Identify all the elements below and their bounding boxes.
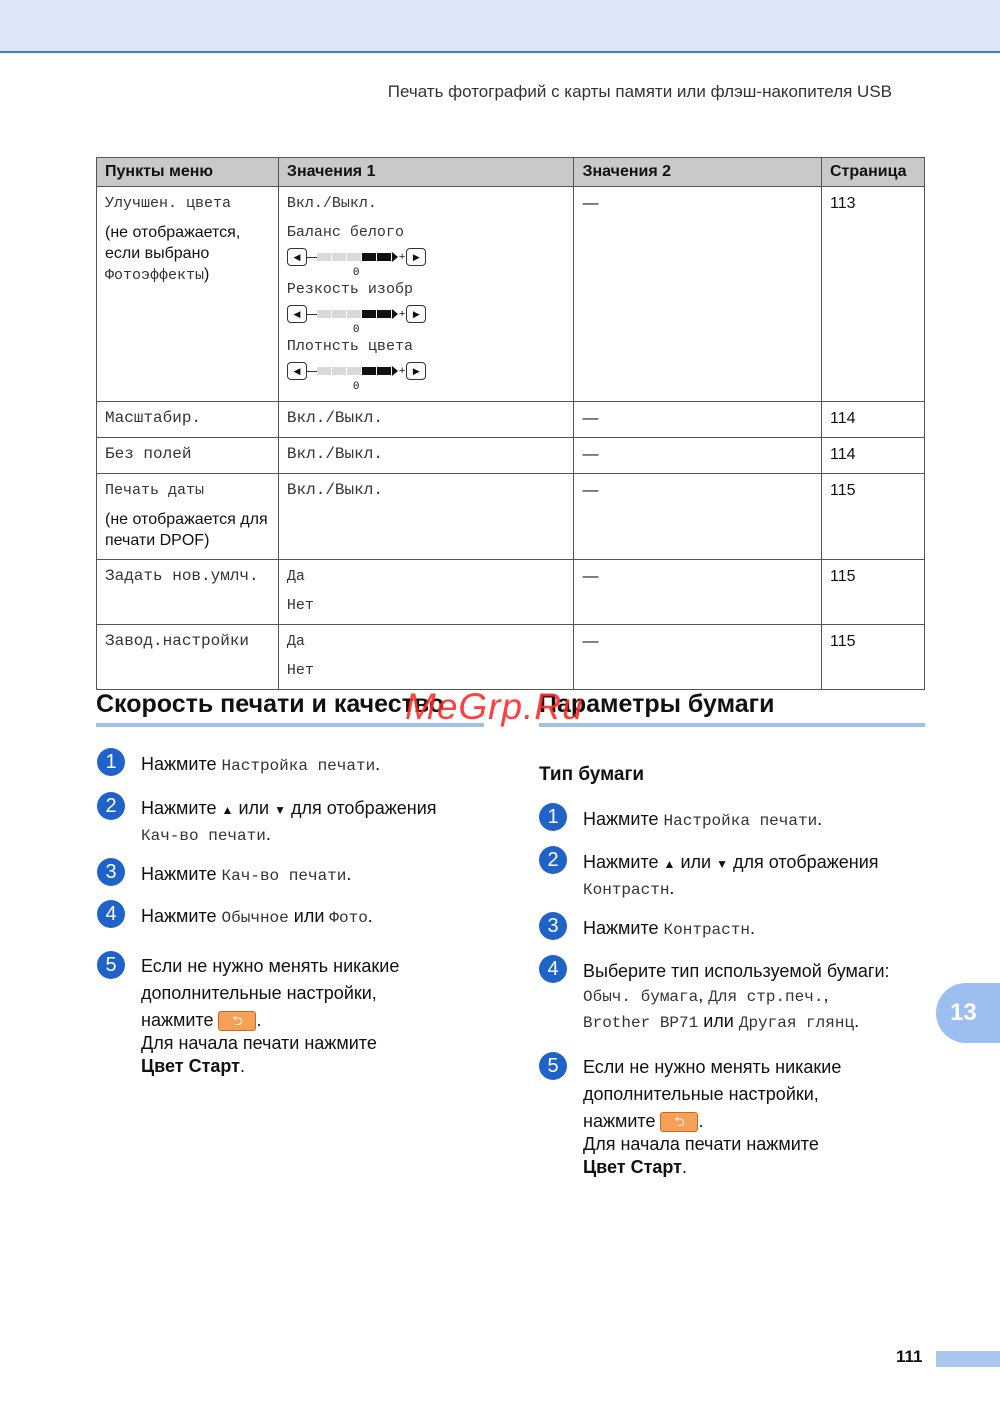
table-row xyxy=(97,187,925,402)
left-arrow-icon: ◀ xyxy=(287,248,307,266)
values1-cell xyxy=(278,560,574,625)
column-header: Значения 2 xyxy=(574,158,822,187)
table-row xyxy=(97,560,925,625)
table-header-row xyxy=(97,158,925,187)
section-title-print-quality: Скорость печати и качество xyxy=(96,690,445,718)
white-balance-slider: ◀ + ▶ xyxy=(287,247,566,267)
left-arrow-icon: ◀ xyxy=(287,305,307,323)
menu-item-cell: Завод.настройки xyxy=(97,625,279,690)
step-text: Нажмите ▲ или ▼ для отображения Кач-во печати. xyxy=(141,798,437,845)
page-number-bar xyxy=(936,1351,1000,1367)
menu-item-cell xyxy=(97,187,279,402)
slider-zero: 0 xyxy=(352,381,360,393)
value-option: Вкл./Выкл. xyxy=(286,195,377,212)
step-number: 1 xyxy=(539,803,567,831)
values1-cell: Вкл./Выкл. xyxy=(278,438,574,474)
table-row xyxy=(97,402,925,438)
left-arrow-icon: ◀ xyxy=(287,362,307,380)
menu-item-cell xyxy=(97,474,279,560)
subsection-title-paper-type: Тип бумаги xyxy=(539,764,645,785)
back-button-icon: ⮌ xyxy=(218,1011,256,1031)
menu-item-cell: Масштабир. xyxy=(97,402,279,438)
value-option: Да xyxy=(286,633,305,650)
slider-label: Баланс белого xyxy=(286,224,404,241)
page-number: 111 xyxy=(896,1347,923,1366)
value-option: Да xyxy=(286,568,305,585)
page-cell: 115 xyxy=(822,474,925,560)
back-button-icon: ⮌ xyxy=(660,1112,698,1132)
up-arrow-icon: ▲ xyxy=(663,857,676,871)
column-header: Значения 1 xyxy=(278,158,574,187)
section-title-paper-settings: Параметры бумаги xyxy=(539,690,775,718)
step-number: 3 xyxy=(539,912,567,940)
values2-cell: — xyxy=(574,187,822,402)
down-arrow-icon: ▼ xyxy=(716,857,728,871)
running-header: Печать фотографий с карты памяти или флэш-накопителя USB xyxy=(387,82,892,101)
values1-cell xyxy=(278,625,574,690)
table-row xyxy=(97,474,925,560)
values2-cell: — xyxy=(574,438,822,474)
right-arrow-icon: ▶ xyxy=(406,248,426,266)
settings-table xyxy=(96,157,925,690)
sharpness-slider: ◀ + ▶ xyxy=(287,304,566,324)
right-arrow-icon: ▶ xyxy=(406,305,426,323)
menu-item-cell: Задать нов.умлч. xyxy=(97,560,279,625)
page-cell: 114 xyxy=(822,402,925,438)
step-number: 5 xyxy=(97,951,125,979)
watermark: MeGrp.Ru xyxy=(405,686,584,727)
menu-item-note: (не отображается для печати DPOF) xyxy=(105,511,268,549)
step-number: 4 xyxy=(97,900,125,928)
step-text: Выберите тип используемой бумаги: Обыч. бумага, Для стр.печ., Brother BP71 или Другая глянц. xyxy=(583,961,890,1032)
page-cell: 113 xyxy=(822,187,925,402)
values1-cell xyxy=(278,187,574,402)
values1-cell: Вкл./Выкл. xyxy=(278,402,574,438)
step-text: Нажмите Обычное или Фото. xyxy=(141,906,373,927)
top-band xyxy=(0,0,1000,53)
color-density-slider: ◀ + ▶ xyxy=(287,361,566,381)
value-option: Нет xyxy=(286,662,314,679)
down-arrow-icon: ▼ xyxy=(274,803,286,817)
step-number: 2 xyxy=(97,792,125,820)
slider-label: Плотнсть цвета xyxy=(286,338,413,355)
slider-zero: 0 xyxy=(352,324,360,336)
step-number: 2 xyxy=(539,846,567,874)
step-number: 5 xyxy=(539,1052,567,1080)
table-row xyxy=(97,438,925,474)
step-text: Нажмите Кач-во печати. xyxy=(141,864,352,885)
page-cell: 114 xyxy=(822,438,925,474)
step-text: Нажмите Контрастн. xyxy=(583,918,755,939)
slider-label: Резкость изобр xyxy=(286,281,413,298)
values2-cell: — xyxy=(574,625,822,690)
step-text: Нажмите Настройка печати. xyxy=(583,809,823,830)
menu-item-label: Печать даты xyxy=(105,482,205,499)
values2-cell: — xyxy=(574,474,822,560)
menu-item-label: Улучшен. цвета xyxy=(105,195,232,212)
step-text: Если не нужно менять никакие дополнительные настройки, нажмите ⮌ . Для начала печати нажмите Цвет Старт. xyxy=(583,1057,842,1177)
section-underline xyxy=(539,723,925,727)
values1-cell: Вкл./Выкл. xyxy=(278,474,574,560)
menu-item-note: (не отображается, если выбрано Фотоэффекты) xyxy=(105,224,241,284)
values2-cell: — xyxy=(574,402,822,438)
right-arrow-icon: ▶ xyxy=(406,362,426,380)
value-option: Нет xyxy=(286,597,314,614)
step-number: 3 xyxy=(97,858,125,886)
slider-zero: 0 xyxy=(352,267,360,279)
column-header: Страница xyxy=(822,158,925,187)
step-text: Если не нужно менять никакие дополнительные настройки, нажмите ⮌ . Для начала печати нажмите Цвет Старт. xyxy=(141,956,400,1076)
page-cell: 115 xyxy=(822,560,925,625)
table-row xyxy=(97,625,925,690)
values2-cell: — xyxy=(574,560,822,625)
column-header: Пункты меню xyxy=(97,158,279,187)
step-number: 1 xyxy=(97,748,125,776)
step-text: Нажмите Настройка печати. xyxy=(141,754,381,775)
up-arrow-icon: ▲ xyxy=(221,803,234,817)
menu-item-cell: Без полей xyxy=(97,438,279,474)
step-number: 4 xyxy=(539,955,567,983)
chapter-tab: 13 xyxy=(936,983,1000,1043)
page-cell: 115 xyxy=(822,625,925,690)
step-text: Нажмите ▲ или ▼ для отображения Контрастн. xyxy=(583,852,879,899)
